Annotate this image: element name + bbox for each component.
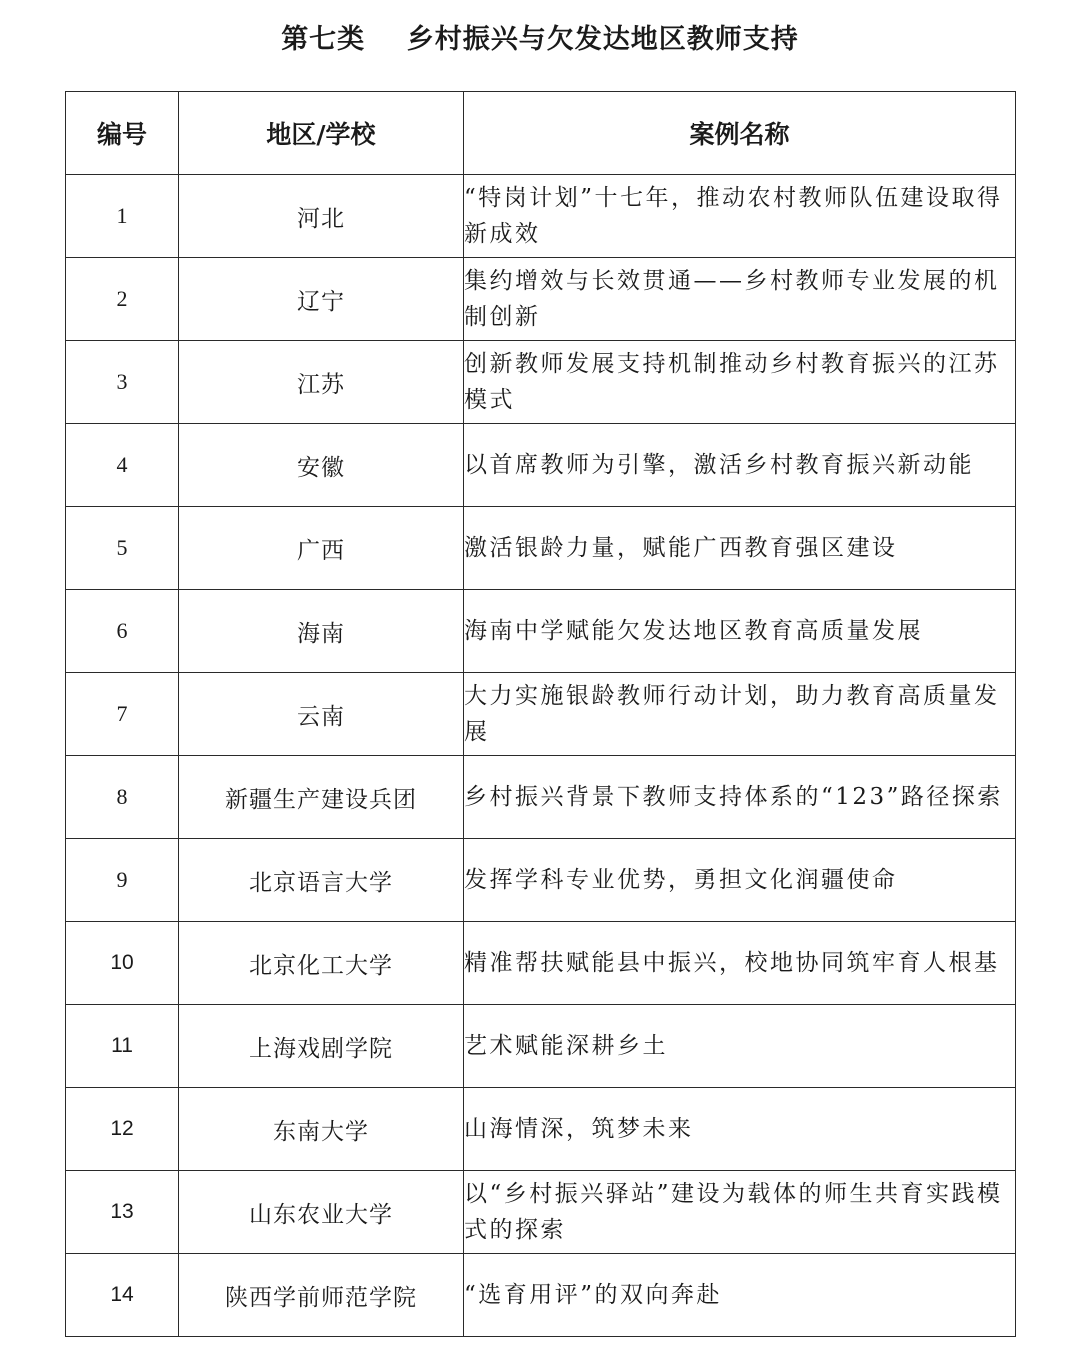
table-row <box>66 922 1016 1005</box>
row-region: 安徽 <box>179 424 464 507</box>
row-case-name: 艺术赋能深耕乡土 <box>464 1005 1016 1088</box>
row-number: 2 <box>66 258 179 341</box>
row-number: 12 <box>66 1088 179 1171</box>
table-row <box>66 424 1016 507</box>
table-row <box>66 258 1016 341</box>
row-case-name: 山海情深，筑梦未来 <box>464 1088 1016 1171</box>
table-row <box>66 1254 1016 1337</box>
row-case-name: 乡村振兴背景下教师支持体系的“123”路径探索 <box>464 756 1016 839</box>
row-number: 4 <box>66 424 179 507</box>
row-number: 7 <box>66 673 179 756</box>
row-case-name: “选育用评”的双向奔赴 <box>464 1254 1016 1337</box>
row-number: 14 <box>66 1254 179 1337</box>
row-case-name: 激活银龄力量，赋能广西教育强区建设 <box>464 507 1016 590</box>
column-header-region: 地区/学校 <box>179 92 464 175</box>
row-case-name: 以“乡村振兴驿站”建设为载体的师生共育实践模式的探索 <box>464 1171 1016 1254</box>
table-row <box>66 673 1016 756</box>
row-region: 江苏 <box>179 341 464 424</box>
row-case-name: 海南中学赋能欠发达地区教育高质量发展 <box>464 590 1016 673</box>
row-number: 11 <box>66 1005 179 1088</box>
row-number: 10 <box>66 922 179 1005</box>
row-case-name: 大力实施银龄教师行动计划，助力教育高质量发展 <box>464 673 1016 756</box>
table-header-row <box>66 92 1016 175</box>
row-case-name: 发挥学科专业优势，勇担文化润疆使命 <box>464 839 1016 922</box>
row-region: 北京化工大学 <box>179 922 464 1005</box>
row-number: 9 <box>66 839 179 922</box>
table-row <box>66 1171 1016 1254</box>
row-number: 3 <box>66 341 179 424</box>
row-region: 陕西学前师范学院 <box>179 1254 464 1337</box>
row-case-name: 集约增效与长效贯通——乡村教师专业发展的机制创新 <box>464 258 1016 341</box>
page-title: 第七类 乡村振兴与欠发达地区教师支持 <box>281 24 799 55</box>
row-number: 6 <box>66 590 179 673</box>
row-case-name: 以首席教师为引擎，激活乡村教育振兴新动能 <box>464 424 1016 507</box>
row-region: 上海戏剧学院 <box>179 1005 464 1088</box>
column-header-number: 编号 <box>66 92 179 175</box>
row-region: 山东农业大学 <box>179 1171 464 1254</box>
table-row <box>66 756 1016 839</box>
row-region: 东南大学 <box>179 1088 464 1171</box>
row-case-name: 精准帮扶赋能县中振兴，校地协同筑牢育人根基 <box>464 922 1016 1005</box>
table-row <box>66 1005 1016 1088</box>
row-number: 13 <box>66 1171 179 1254</box>
row-number: 5 <box>66 507 179 590</box>
row-case-name: 创新教师发展支持机制推动乡村教育振兴的江苏模式 <box>464 341 1016 424</box>
table-row <box>66 507 1016 590</box>
row-region: 新疆生产建设兵团 <box>179 756 464 839</box>
row-number: 1 <box>66 175 179 258</box>
row-region: 云南 <box>179 673 464 756</box>
table-row <box>66 341 1016 424</box>
table-row <box>66 590 1016 673</box>
table-row <box>66 175 1016 258</box>
row-region: 辽宁 <box>179 258 464 341</box>
row-case-name: “特岗计划”十七年，推动农村教师队伍建设取得新成效 <box>464 175 1016 258</box>
table-row <box>66 839 1016 922</box>
case-table <box>65 91 1016 1337</box>
row-number: 8 <box>66 756 179 839</box>
table-row <box>66 1088 1016 1171</box>
column-header-case: 案例名称 <box>464 92 1016 175</box>
row-region: 广西 <box>179 507 464 590</box>
row-region: 北京语言大学 <box>179 839 464 922</box>
row-region: 海南 <box>179 590 464 673</box>
row-region: 河北 <box>179 175 464 258</box>
